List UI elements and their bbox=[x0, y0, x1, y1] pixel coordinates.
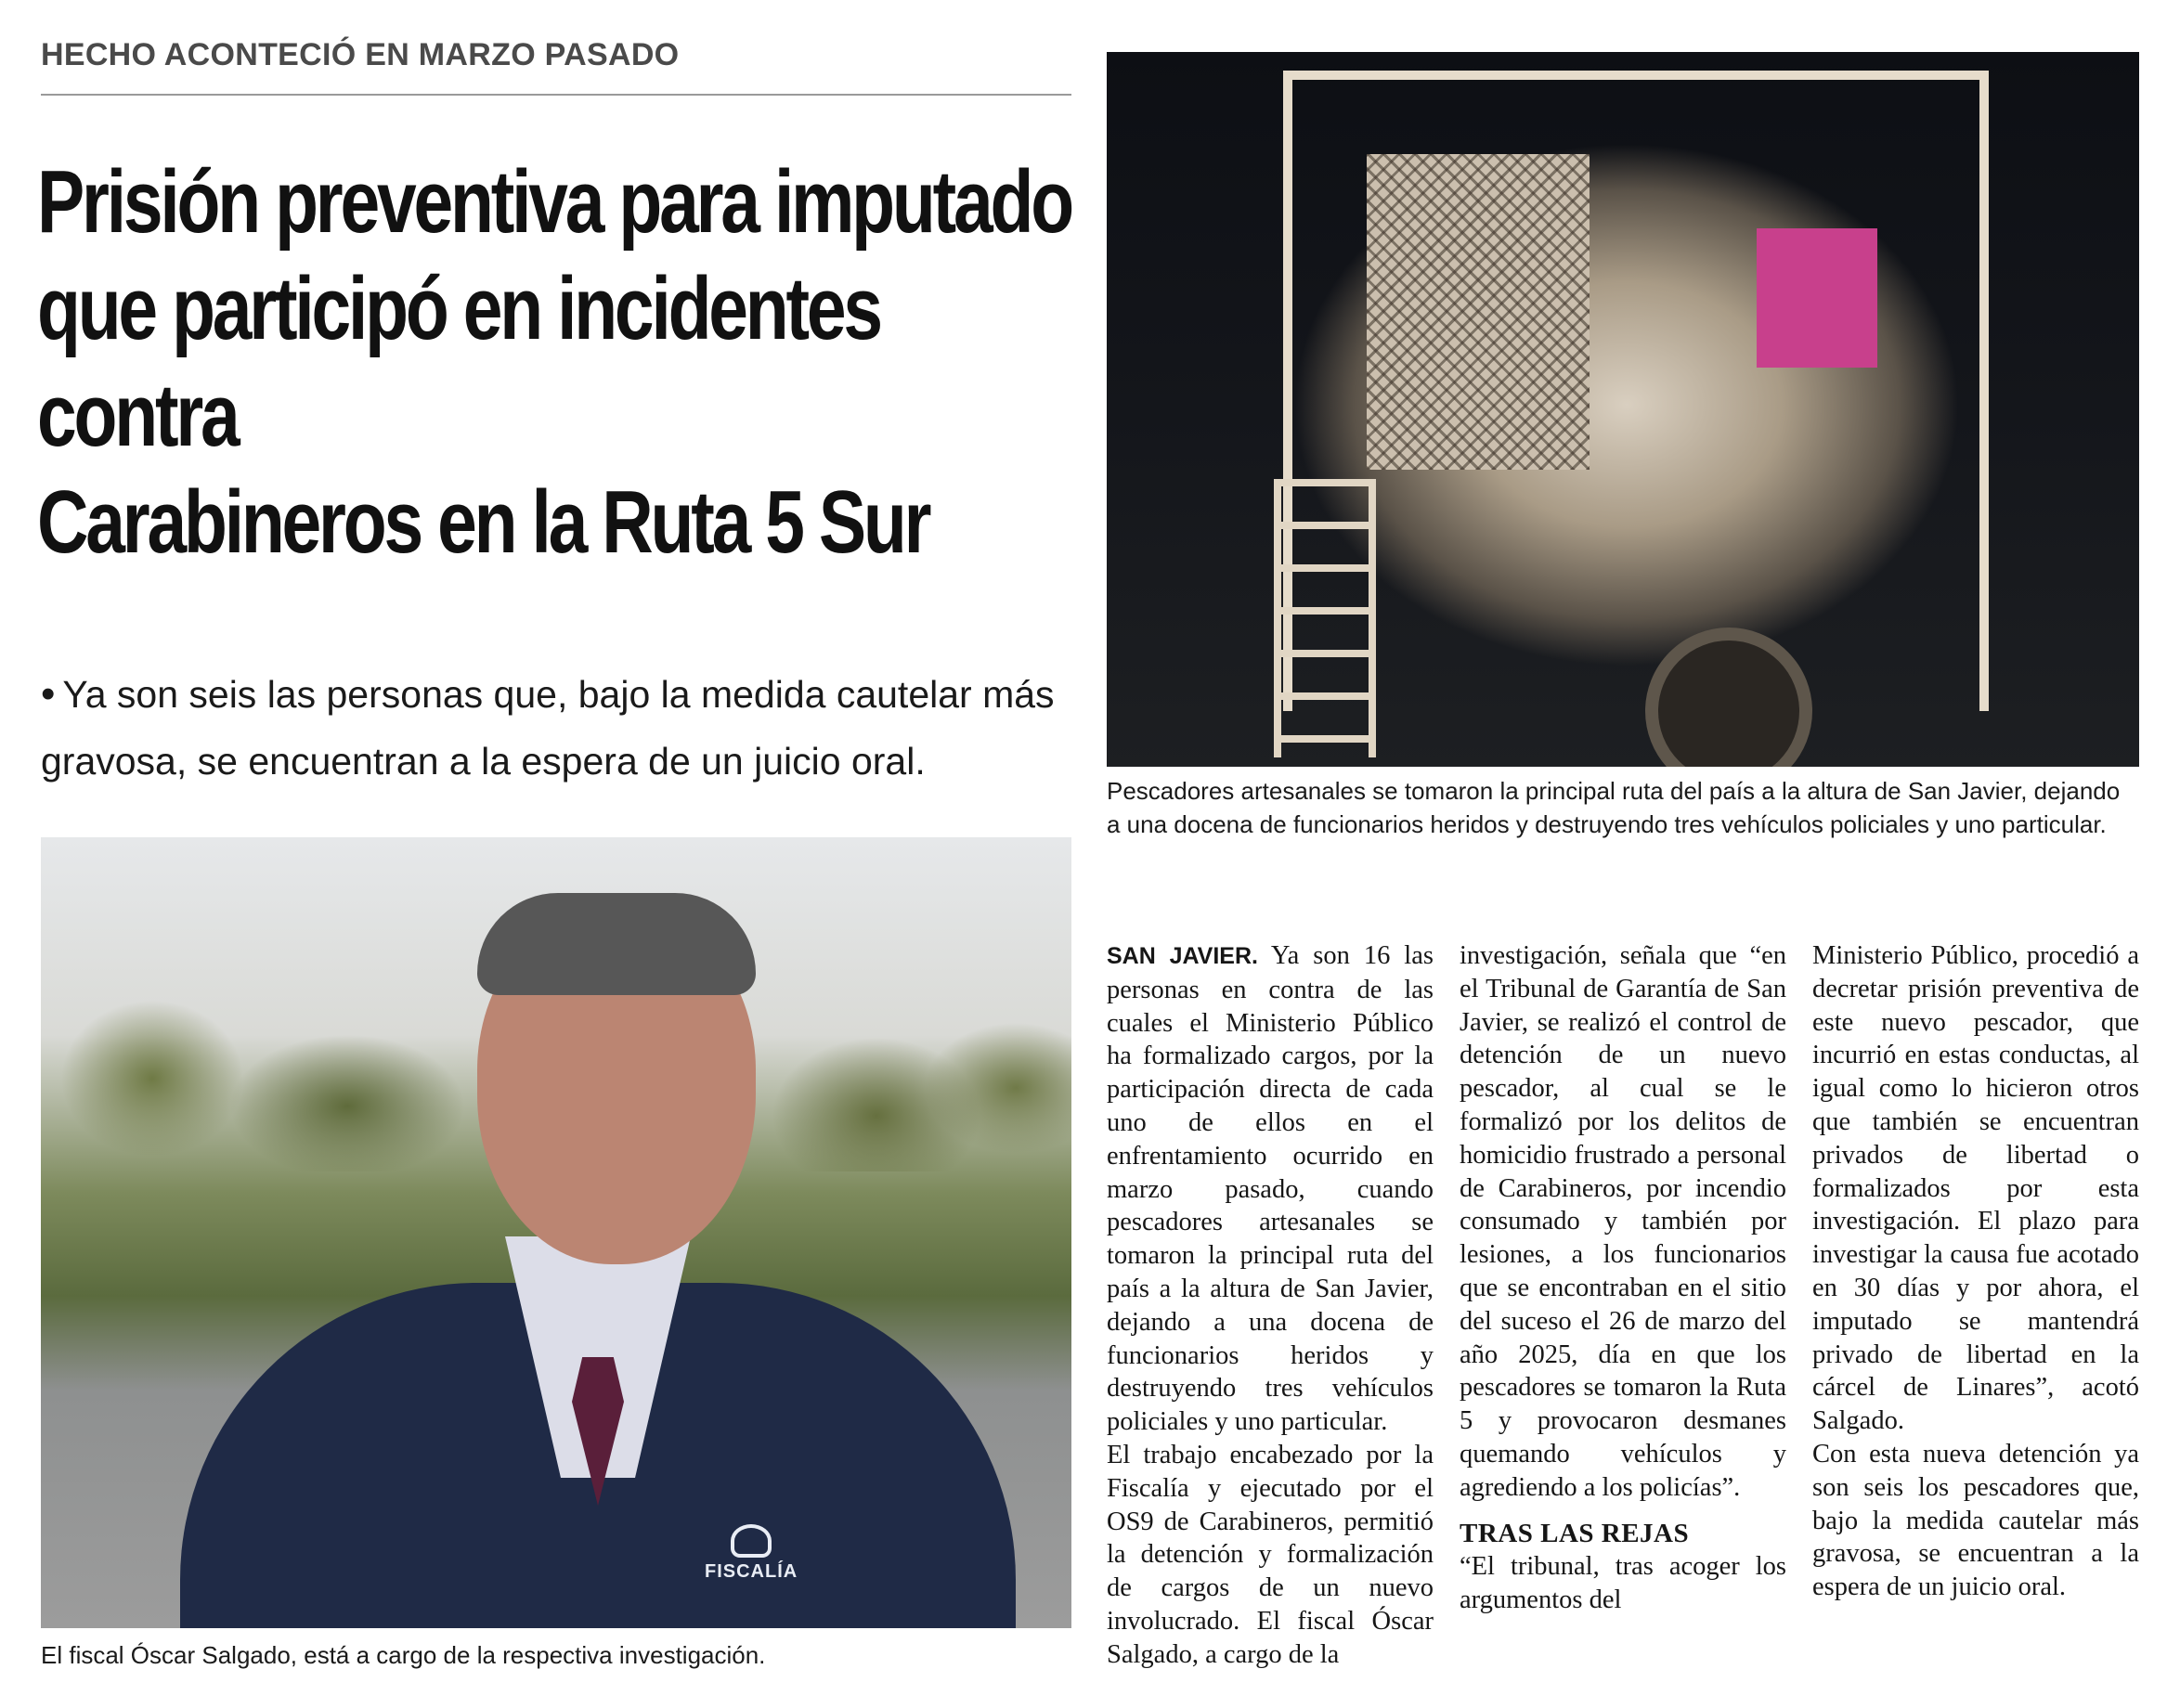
paragraph: investigación, señala que “en el Tribunal de Garantía de San Javier, se realizó el control de detención de un nuevo pescador, al cual se le formalizó por los delitos de homicidio frustrado a personal de Carabineros, por incendio consumado y también por lesiones, a los funcionarios que se encontraban en el sitio del suceso el 26 de marzo del año 2025, día en que los pescadores se tomaron la Ruta 5 y provocaron desmanes quemando vehículos y agrediendo a los policías”. bbox=[1460, 941, 1786, 1502]
article-column-3 bbox=[1812, 939, 2139, 1604]
headline bbox=[37, 149, 1092, 576]
kicker: HECHO ACONTECIÓ EN MARZO PASADO bbox=[41, 37, 1071, 96]
bullet-icon: • bbox=[41, 671, 56, 717]
article-column-1 bbox=[1107, 939, 1434, 1672]
truck-ladder bbox=[1274, 479, 1376, 757]
fiscalia-logo-text: FISCALÍA bbox=[705, 1561, 798, 1582]
hair bbox=[477, 893, 756, 995]
paragraph: Con esta nueva detención ya son seis los pescadores que, bajo la medida cautelar más gravosa, se encuentran a la espera de un juicio oral. bbox=[1812, 1439, 2139, 1602]
fiscalia-logo-icon bbox=[731, 1524, 772, 1558]
article-column-2 bbox=[1460, 939, 1786, 1617]
fiscal-photo-caption: El fiscal Óscar Salgado, está a cargo de la respectiva investigación. bbox=[41, 1641, 766, 1669]
truck-mesh bbox=[1367, 154, 1590, 470]
section-subtitle: TRAS LAS REJAS bbox=[1460, 1518, 1690, 1548]
truck-pink-panel bbox=[1757, 228, 1877, 368]
subhead-text: Ya son seis las personas que, bajo la medida cautelar más gravosa, se encuentran a la espera de un juicio oral. bbox=[41, 673, 1055, 783]
paragraph: El trabajo encabezado por la Fiscalía y ejecutado por el OS9 de Carabineros, permitió la detención y formalización de cargos de un nuevo involucrado. El fiscal Óscar Salgado, a cargo de la bbox=[1107, 1440, 1434, 1669]
subhead bbox=[41, 661, 1071, 795]
fiscalia-logo bbox=[705, 1524, 798, 1583]
fiscal-photo bbox=[41, 837, 1071, 1628]
paragraph: “El tribunal, tras acoger los argumentos del bbox=[1460, 1552, 1786, 1615]
truck-photo-caption: Pescadores artesanales se tomaron la principal ruta del país a la altura de San Javier, dejando a una docena de funcionarios heridos y destruyendo tres vehículos policiales y uno particular. bbox=[1107, 777, 2121, 838]
article-body bbox=[1107, 939, 2139, 1682]
dateline: SAN JAVIER. bbox=[1107, 943, 1258, 969]
headline-line: Carabineros en la Ruta 5 Sur bbox=[37, 472, 929, 572]
headline-line: Prisión preventiva para imputado bbox=[37, 152, 1071, 252]
paragraph-text: Ya son 16 las personas en contra de las cuales el Ministerio Público ha formalizado cargos, por la participación directa de cada uno de ellos en el enfrentamiento ocurrido en marzo pasado, cuando pescadores artesanales se tomaron la principal ruta del país a la altura de San Javier, dejando a una docena de funcionarios heridos y destruyendo tres vehículos policiales y uno particular. bbox=[1107, 941, 1434, 1437]
paragraph: Ministerio Público, procedió a decretar prisión preventiva de este nuevo pescador, que incurrió en estas conductas, al igual como lo hicieron otros que también se encuentran privados de libertad o formalizados por esta investigación. El plazo para investigar la causa fue acotado en 30 días y por ahora, el imputado se mantendrá privado de libertad en la cárcel de Linares”, acotó Salgado. bbox=[1812, 941, 2139, 1436]
headline-line: que participó en incidentes contra bbox=[37, 259, 880, 465]
paragraph bbox=[1107, 939, 1434, 1439]
burned-truck-photo bbox=[1107, 52, 2139, 767]
